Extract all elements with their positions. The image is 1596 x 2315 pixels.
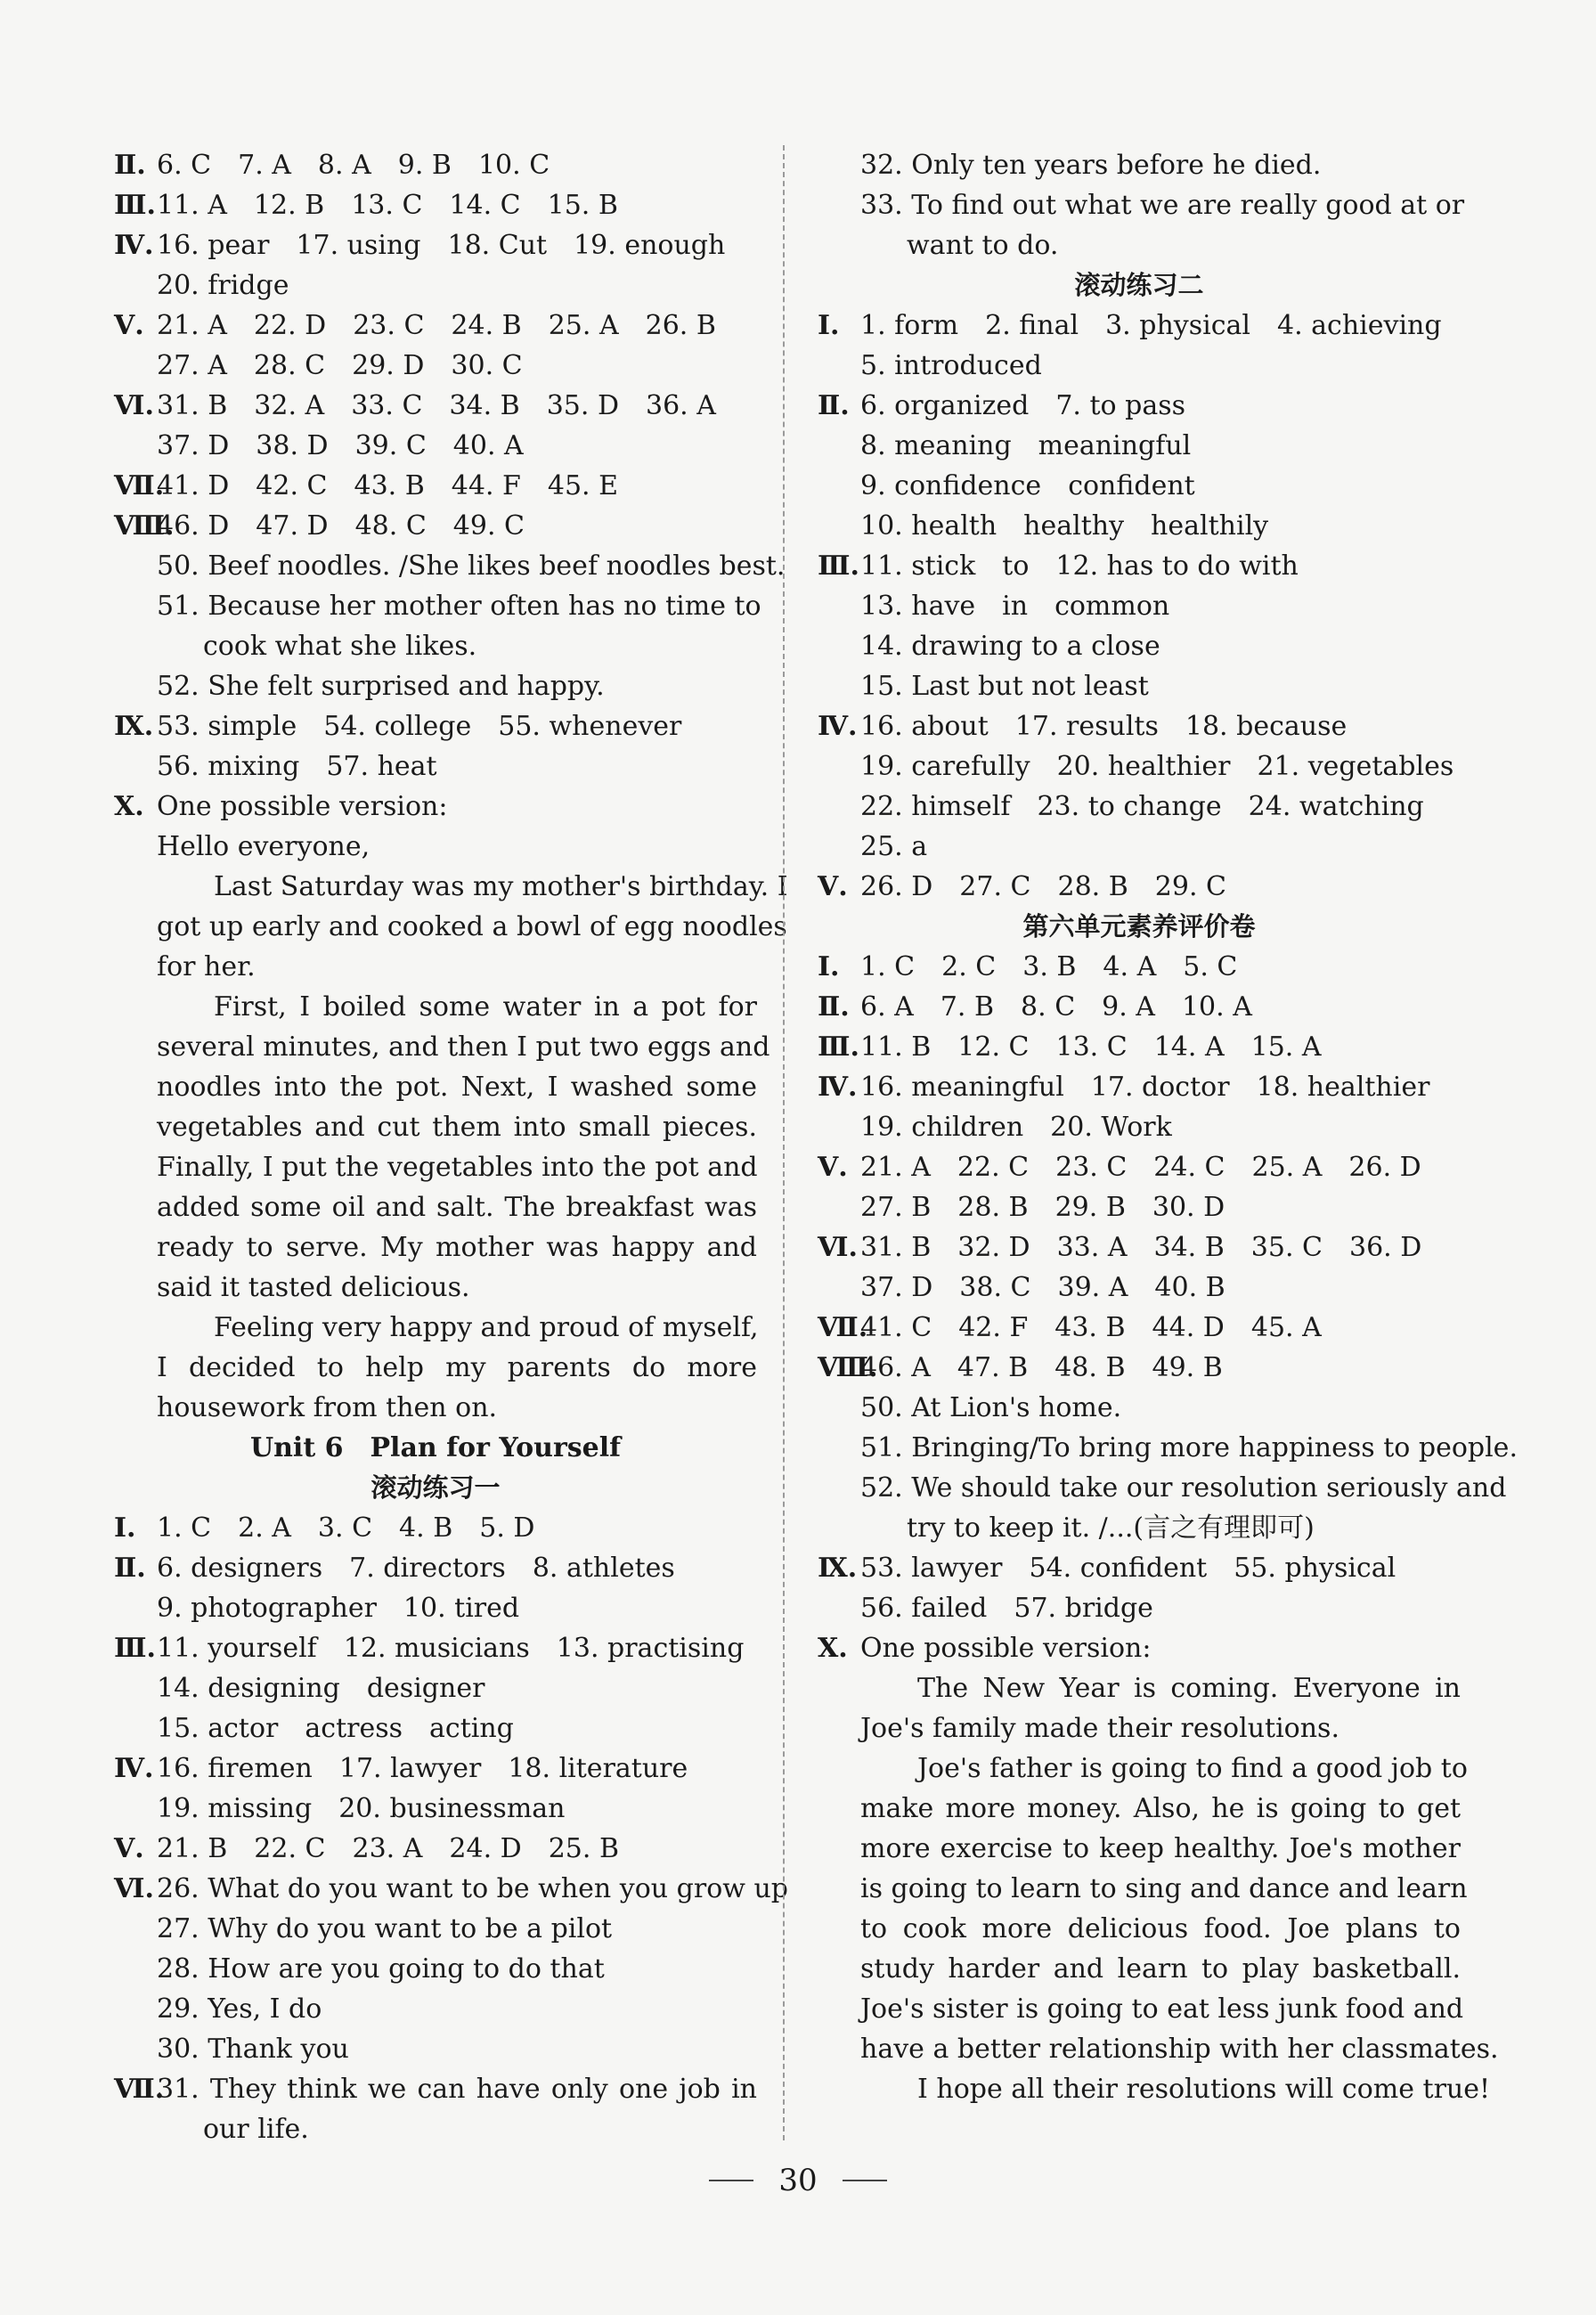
answer-line xyxy=(818,1829,1461,1869)
answer-text: 21. A 22. C 23. C 24. C 25. A 26. D xyxy=(860,1152,1421,1183)
answer-line xyxy=(114,1949,757,1989)
answer-text: Finally, I put the vegetables into the pot and xyxy=(157,1152,758,1183)
answer-line xyxy=(114,1268,757,1308)
answer-line xyxy=(818,265,1461,306)
answer-text: 37. D 38. D 39. C 40. A xyxy=(157,430,524,461)
answer-line xyxy=(114,1187,757,1227)
answer-text: cook what she likes. xyxy=(203,631,477,662)
answer-line xyxy=(818,1789,1461,1829)
answer-line xyxy=(818,1949,1461,1989)
answer-text: added some oil and salt. The breakfast was xyxy=(157,1192,757,1223)
answer-line xyxy=(114,1027,770,1067)
section-numeral: Ⅸ. xyxy=(818,1553,858,1584)
answer-line xyxy=(114,706,757,746)
answer-line xyxy=(818,1468,1507,1508)
answer-line xyxy=(114,1067,757,1107)
answer-line xyxy=(818,867,1461,907)
answer-text: 56. mixing 57. heat xyxy=(157,751,437,782)
answer-text: more exercise to keep healthy. Joe's mother xyxy=(860,1833,1461,1864)
answer-text: 21. A 22. D 23. C 24. B 25. A 26. B xyxy=(157,310,716,341)
answer-line xyxy=(818,987,1461,1027)
answer-text: 19. children 20. Work xyxy=(860,1112,1172,1143)
answer-line xyxy=(114,746,757,787)
answer-text: have a better relationship with her classmates. xyxy=(860,2034,1499,2065)
answer-line xyxy=(114,1147,757,1187)
answer-line xyxy=(114,185,757,225)
answer-text: Unit 6 Plan for Yourself xyxy=(249,1432,622,1463)
answer-line xyxy=(114,1548,757,1588)
section-numeral: Ⅷ. xyxy=(818,1352,878,1383)
section-numeral: Ⅵ. xyxy=(114,390,154,421)
answer-text: 滚动练习二 xyxy=(1074,270,1204,300)
answer-text: said it tasted delicious. xyxy=(157,1272,470,1303)
answer-line xyxy=(818,1989,1464,2029)
answer-line xyxy=(114,426,757,466)
answer-line xyxy=(114,1829,757,1869)
answer-line xyxy=(818,1508,1461,1548)
section-numeral: Ⅴ. xyxy=(818,871,848,902)
answer-text: ready to serve. My mother was happy and xyxy=(157,1232,757,1263)
answer-text: 25. a xyxy=(860,831,928,862)
answer-line xyxy=(114,506,757,546)
answer-line xyxy=(818,386,1461,426)
answer-line xyxy=(818,746,1461,787)
answer-text: 6. designers 7. directors 8. athletes xyxy=(157,1553,675,1584)
section-numeral: Ⅲ. xyxy=(114,190,156,221)
section-numeral: Ⅱ. xyxy=(818,390,850,421)
answer-text: 6. A 7. B 8. C 9. A 10. A xyxy=(860,991,1252,1023)
answer-text: housework from then on. xyxy=(157,1392,498,1423)
answer-line xyxy=(818,145,1461,185)
answer-text: 50. Beef noodles. /She likes beef noodles best. xyxy=(157,550,786,582)
footer-dash-right xyxy=(843,2180,887,2181)
answer-text: 31. B 32. D 33. A 34. B 35. C 36. D xyxy=(860,1232,1422,1263)
answer-text: 28. How are you going to do that xyxy=(157,1953,605,1985)
answer-line xyxy=(818,1227,1461,1268)
answer-text: 13. have in common xyxy=(860,591,1170,622)
answer-text: I hope all their resolutions will come true! xyxy=(917,2074,1491,2105)
section-numeral: Ⅳ. xyxy=(114,1753,154,1784)
answer-line xyxy=(114,987,757,1027)
answer-line xyxy=(818,1348,1461,1388)
answer-line xyxy=(114,1869,788,1909)
answer-line xyxy=(114,466,757,506)
answer-line xyxy=(818,907,1461,947)
answer-line xyxy=(114,2029,757,2069)
answer-line xyxy=(818,506,1461,546)
answer-line xyxy=(114,346,757,386)
answer-line xyxy=(818,1548,1461,1588)
answer-line xyxy=(818,2029,1499,2069)
answer-line xyxy=(114,947,757,987)
answer-text: 19. missing 20. businessman xyxy=(157,1793,566,1824)
answer-line xyxy=(114,827,757,867)
answer-text: 16. meaningful 17. doctor 18. healthier xyxy=(860,1072,1430,1103)
answer-text: is going to learn to sing and dance and learn xyxy=(860,1873,1468,1904)
section-numeral: Ⅱ. xyxy=(818,991,850,1023)
answer-line xyxy=(114,586,761,626)
answer-text: 滚动练习一 xyxy=(370,1472,501,1503)
answer-text: 51. Because her mother often has no time to xyxy=(157,591,761,622)
answer-line xyxy=(114,626,757,666)
answer-line xyxy=(114,1708,757,1748)
section-numeral: Ⅸ. xyxy=(114,711,154,742)
answer-text: want to do. xyxy=(907,230,1059,261)
answer-line xyxy=(114,1668,757,1708)
answer-text: 30. Thank you xyxy=(157,2034,349,2065)
answer-text: 15. actor actress acting xyxy=(157,1713,514,1744)
answer-text: 53. simple 54. college 55. whenever xyxy=(157,711,682,742)
answer-text: Joe's family made their resolutions. xyxy=(860,1713,1340,1744)
answer-line xyxy=(818,1308,1461,1348)
answer-line xyxy=(818,1107,1461,1147)
section-numeral: Ⅰ. xyxy=(114,1512,136,1544)
answer-text: 56. failed 57. bridge xyxy=(860,1593,1153,1624)
answer-line xyxy=(818,706,1461,746)
answer-text: 1. form 2. final 3. physical 4. achieving xyxy=(860,310,1442,341)
answer-text: 41. C 42. F 43. B 44. D 45. A xyxy=(860,1312,1322,1343)
answer-text: got up early and cooked a bowl of egg noodles xyxy=(157,911,787,942)
answer-text: 52. She felt surprised and happy. xyxy=(157,671,605,702)
section-numeral: Ⅳ. xyxy=(114,230,154,261)
answer-line xyxy=(818,666,1461,706)
answer-text: 26. What do you want to be when you grow up xyxy=(157,1873,788,1904)
section-numeral: Ⅷ. xyxy=(114,510,175,542)
answer-line xyxy=(818,827,1461,867)
answer-text: 15. Last but not least xyxy=(860,671,1149,702)
answer-text: 11. B 12. C 13. C 14. A 15. A xyxy=(860,1031,1322,1063)
answer-text: our life. xyxy=(203,2114,309,2145)
page-number: 30 xyxy=(778,2163,818,2198)
section-numeral: Ⅹ. xyxy=(114,791,144,822)
answer-text: 31. B 32. A 33. C 34. B 35. D 36. A xyxy=(157,390,716,421)
answer-text: 46. D 47. D 48. C 49. C xyxy=(157,510,525,542)
answer-text: 51. Bringing/To bring more happiness to people. xyxy=(860,1432,1518,1463)
answer-text: vegetables and cut them into small pieces. xyxy=(157,1112,757,1143)
answer-text: 8. meaning meaningful xyxy=(860,430,1192,461)
section-numeral: Ⅲ. xyxy=(114,1633,156,1664)
section-numeral: Ⅶ. xyxy=(114,470,165,501)
answer-line xyxy=(818,1869,1468,1909)
answer-text: to cook more delicious food. Joe plans to xyxy=(860,1913,1461,1944)
section-numeral: Ⅴ. xyxy=(114,310,144,341)
answer-text: 41. D 42. C 43. B 44. F 45. E xyxy=(157,470,618,501)
answer-line xyxy=(818,1588,1461,1628)
answer-text: One possible version: xyxy=(157,791,448,822)
answer-text: I decided to help my parents do more xyxy=(157,1352,757,1383)
answer-text: 50. At Lion's home. xyxy=(860,1392,1122,1423)
answer-text: 27. B 28. B 29. B 30. D xyxy=(860,1192,1226,1223)
section-numeral: Ⅴ. xyxy=(818,1152,848,1183)
answer-line xyxy=(114,907,787,947)
answer-text: 37. D 38. C 39. A 40. B xyxy=(860,1272,1226,1303)
answer-line xyxy=(114,265,757,306)
answer-text: several minutes, and then I put two eggs and xyxy=(157,1031,770,1063)
answer-text: One possible version: xyxy=(860,1633,1152,1664)
left-column xyxy=(114,145,788,2149)
answer-text: 32. Only ten years before he died. xyxy=(860,150,1322,181)
answer-line xyxy=(818,1428,1518,1468)
answer-text: 11. A 12. B 13. C 14. C 15. B xyxy=(157,190,618,221)
answer-text: try to keep it. /...(言之有理即可) xyxy=(907,1512,1315,1544)
answer-text: 16. firemen 17. lawyer 18. literature xyxy=(157,1753,688,1784)
answer-line xyxy=(818,1909,1461,1949)
answer-line xyxy=(818,787,1461,827)
answer-text: make more money. Also, he is going to get xyxy=(860,1793,1461,1824)
answer-line xyxy=(114,1748,757,1789)
answer-line xyxy=(114,1107,757,1147)
answer-line xyxy=(114,1227,757,1268)
answer-text: Joe's sister is going to eat less junk food and xyxy=(860,1993,1464,2025)
answer-line xyxy=(818,1027,1461,1067)
answer-text: 52. We should take our resolution seriously and xyxy=(860,1472,1507,1504)
answer-text: 6. organized 7. to pass xyxy=(860,390,1186,421)
footer-dash-left xyxy=(709,2180,753,2181)
column-divider xyxy=(783,145,785,2140)
answer-line xyxy=(114,867,788,907)
answer-text: 20. fridge xyxy=(157,270,289,301)
answer-line xyxy=(818,1748,1468,1789)
answer-line xyxy=(818,306,1461,346)
answer-line xyxy=(114,1588,757,1628)
section-numeral: Ⅰ. xyxy=(818,310,840,341)
answer-line xyxy=(818,2069,1491,2109)
section-numeral: Ⅳ. xyxy=(818,1072,858,1103)
answer-text: 1. C 2. A 3. C 4. B 5. D xyxy=(157,1512,535,1544)
answer-line xyxy=(114,306,757,346)
answer-text: 14. drawing to a close xyxy=(860,631,1160,662)
answer-text: 9. confidence confident xyxy=(860,470,1195,501)
answer-text: 9. photographer 10. tired xyxy=(157,1593,520,1624)
answer-text: 53. lawyer 54. confident 55. physical xyxy=(860,1553,1396,1584)
answer-line xyxy=(114,2069,757,2109)
answer-text: 19. carefully 20. healthier 21. vegetables xyxy=(860,751,1454,782)
answer-line xyxy=(114,225,757,265)
answer-line xyxy=(114,1428,757,1468)
answer-line xyxy=(818,1147,1461,1187)
answer-line xyxy=(818,1268,1461,1308)
answer-line xyxy=(818,546,1461,586)
section-numeral: Ⅱ. xyxy=(114,150,146,181)
answer-text: 5. introduced xyxy=(860,350,1042,381)
answer-line xyxy=(818,1628,1461,1668)
page-footer xyxy=(0,2154,1596,2207)
answer-text: The New Year is coming. Everyone in xyxy=(917,1673,1461,1704)
answer-text: Hello everyone, xyxy=(157,831,370,862)
answer-line xyxy=(114,1989,757,2029)
answer-text: First, I boiled some water in a pot for xyxy=(214,991,757,1023)
answer-line xyxy=(818,626,1461,666)
section-numeral: Ⅰ. xyxy=(818,951,840,982)
answer-line xyxy=(818,586,1461,626)
answer-line xyxy=(114,1468,757,1508)
answer-text: 26. D 27. C 28. B 29. C xyxy=(860,871,1226,902)
section-numeral: Ⅴ. xyxy=(114,1833,144,1864)
answer-text: 10. health healthy healthily xyxy=(860,510,1269,542)
section-numeral: Ⅲ. xyxy=(818,550,859,582)
answer-text: 21. B 22. C 23. A 24. D 25. B xyxy=(157,1833,619,1864)
answer-text: 1. C 2. C 3. B 4. A 5. C xyxy=(860,951,1238,982)
section-numeral: Ⅹ. xyxy=(818,1633,848,1664)
answer-line xyxy=(114,1789,757,1829)
section-numeral: Ⅶ. xyxy=(818,1312,868,1343)
answer-line xyxy=(818,185,1465,225)
section-numeral: Ⅵ. xyxy=(818,1232,858,1263)
right-column xyxy=(818,145,1518,2109)
answer-text: 27. Why do you want to be a pilot xyxy=(157,1913,613,1944)
answer-line xyxy=(114,787,757,827)
answer-line xyxy=(114,145,757,185)
answer-line xyxy=(818,1668,1461,1708)
answer-line xyxy=(114,546,786,586)
answer-text: study harder and learn to play basketball. xyxy=(860,1953,1461,1985)
answer-line xyxy=(818,346,1461,386)
section-numeral: Ⅳ. xyxy=(818,711,858,742)
answer-line xyxy=(818,947,1461,987)
answer-line xyxy=(114,1348,757,1388)
answer-line xyxy=(818,1187,1461,1227)
answer-line xyxy=(818,426,1461,466)
answer-line xyxy=(114,1388,757,1428)
answer-line xyxy=(114,1508,757,1548)
answer-text: for her. xyxy=(157,951,256,982)
answer-line xyxy=(114,1628,757,1668)
answer-line xyxy=(114,386,757,426)
answer-line xyxy=(818,1388,1461,1428)
section-numeral: Ⅲ. xyxy=(818,1031,859,1063)
answer-text: Last Saturday was my mother's birthday. I xyxy=(214,871,788,902)
answer-text: noodles into the pot. Next, I washed some xyxy=(157,1072,757,1103)
answer-text: 第六单元素养评价卷 xyxy=(1022,911,1256,941)
answer-text: 14. designing designer xyxy=(157,1673,485,1704)
section-numeral: Ⅱ. xyxy=(114,1553,146,1584)
answer-text: 6. C 7. A 8. A 9. B 10. C xyxy=(157,150,550,181)
section-numeral: Ⅶ. xyxy=(114,2074,165,2105)
answer-line xyxy=(114,666,757,706)
answer-text: 27. A 28. C 29. D 30. C xyxy=(157,350,523,381)
answer-text: 31. They think we can have only one job in xyxy=(157,2074,757,2105)
answer-line xyxy=(114,1909,757,1949)
answer-text: Feeling very happy and proud of myself, xyxy=(214,1312,759,1343)
answer-text: 11. stick to 12. has to do with xyxy=(860,550,1299,582)
section-numeral: Ⅵ. xyxy=(114,1873,154,1904)
answer-text: 16. pear 17. using 18. Cut 19. enough xyxy=(157,230,726,261)
answer-text: 33. To find out what we are really good at or xyxy=(860,190,1465,221)
answer-text: 16. about 17. results 18. because xyxy=(860,711,1348,742)
answer-text: 22. himself 23. to change 24. watching xyxy=(860,791,1424,822)
answer-text: 11. yourself 12. musicians 13. practising xyxy=(157,1633,745,1664)
answer-line xyxy=(818,1067,1461,1107)
answer-line xyxy=(114,1308,757,1348)
answer-line xyxy=(818,466,1461,506)
answer-text: Joe's father is going to find a good job to xyxy=(917,1753,1468,1784)
answer-text: 46. A 47. B 48. B 49. B xyxy=(860,1352,1223,1383)
answer-text: 29. Yes, I do xyxy=(157,1993,322,2025)
answer-line xyxy=(114,2109,757,2149)
answer-line xyxy=(818,1708,1461,1748)
answer-line xyxy=(818,225,1461,265)
